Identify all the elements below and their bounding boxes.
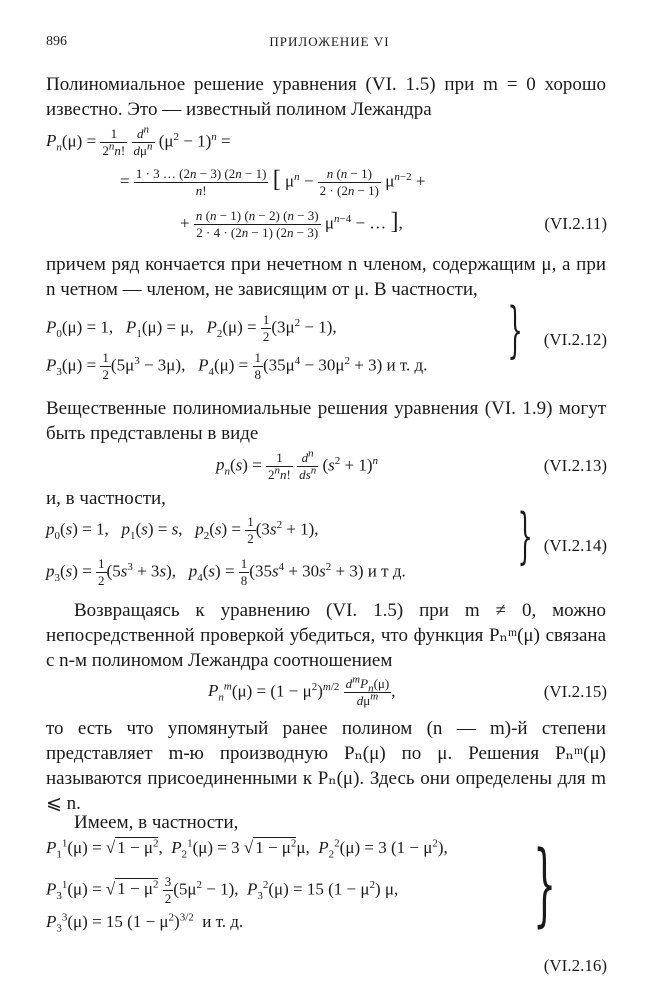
equation-14-etc: и т д. (367, 561, 406, 581)
equation-15: $P_n^m(\mu) = (1 - \mu^2)^{m/2}$ $\frac{d^mP_n(\mu)}{d\mu^m}$ , (208, 673, 396, 708)
running-head: ПРИЛОЖЕНИЕ VI (269, 34, 390, 49)
equation-16-etc: и т. д. (202, 912, 244, 931)
paragraph-7: Имеем, в частности, (74, 812, 239, 833)
equation-12-line-2: $P_3(\mu)$ = $\frac{1}{2}$ $(5\mu^3 - 3\mu)$, $P_4(\mu)$ = $\frac{1}{8}$ $(35\mu^4 - 30\mu^2 + 3)$ и т. д. (46, 350, 428, 382)
paragraph-3: Вещественные полиномиальные решения уравнения (VI. 1.9) могут быть представлены в виде (46, 398, 606, 444)
paragraph-5: Возвращаясь к уравнению (VI. 1.5) при m ≠ 0, можно непосредственной проверкой убедиться, что функция Pₙᵐ(μ) связана с n-м полиномом Лежандра соотношением (46, 600, 606, 671)
equation-11-number: (VI.2.11) (544, 214, 607, 233)
equation-12-etc: и т. д. (386, 355, 428, 375)
equation-12-brace: } (507, 295, 523, 365)
equation-14-brace: } (517, 501, 533, 571)
paragraph-4: и, в частности, (46, 488, 166, 509)
equation-16-line-1: $P_1^1(\mu)$ = √ $1 - \mu^2$, $P_2^1(\mu) = 3$ √ $1 - \mu^2\mu$, $P_2^2(\mu) = 3$ $(1 - \mu^2)$, (46, 837, 448, 861)
paragraph-2: причем ряд кончается при нечетном n членом, содержащим μ, а при n четном — членом, не зависящим от μ. В частности, (46, 254, 606, 300)
equation-11-line-3: + $\frac{n (n - 1) (n - 2) (n - 3)}{2 \cdot 4 \cdot (2n - 1) (2n - 3)}$ $\mu^{n-4}$ − … ], (180, 208, 403, 240)
equation-14-number: (VI.2.14) (543, 536, 607, 555)
equation-11-line-2: = $\frac{1 \cdot 3 \dots (2n - 3) (2n - 1)}{n!}$ [ $\mu^n$ − $\frac{n (n - 1)}{2 \cdot (2n - 1)}$ $\mu^{n-2}$ + (120, 166, 426, 198)
equation-14-line-2: $p_3(s)$ = $\frac{1}{2}$ $(5s^3 + 3s)$, $p_4(s)$ = $\frac{1}{8}$ $(35s^4 + 30s^2 + 3)$ и т д. (46, 556, 406, 588)
page-number: 896 (46, 34, 67, 49)
equation-12-number: (VI.2.12) (543, 330, 607, 349)
equation-14-line-1: $p_0(s) = 1$, $p_1(s) = s$, $p_2(s)$ = $\frac{1}{2}$ $(3s^2 + 1)$, (46, 514, 319, 546)
equation-16-number: (VI.2.16) (543, 956, 607, 975)
paragraph-6: то есть что упомянутый ранее полином (n — m)-й степени представляет m-ю производную Pₙ(μ) по μ. Решения Pₙᵐ(μ) называются присоединенными к Pₙ(μ). Здесь они определены для m ⩽ n. (46, 718, 606, 814)
equation-13-number: (VI.2.13) (543, 456, 607, 475)
equation-15-number: (VI.2.15) (543, 682, 607, 701)
equation-16-line-2: $P_3^1(\mu)$ = √ $1 - \mu^2$ $\frac{3}{2}$ $(5\mu^2 - 1)$, $P_3^2(\mu) = 15$ $(1 - \mu^2)$ μ, (46, 874, 399, 906)
equation-13: $p_n(s)$ = $\frac{1}{2^nn!}$ $\frac{d^n}{ds^n}$ $(s^2 + 1)^n$ (216, 447, 378, 482)
equation-16-line-3: $P_3^3(\mu) = 15$ $(1 - \mu^2)^{3/2}$ и т. д. (46, 911, 244, 935)
equation-12-line-1: $P_0(\mu) = 1$, $P_1(\mu) = \mu$, $P_2(\mu)$ = $\frac{1}{2}$ $(3\mu^2 - 1)$, (46, 312, 337, 344)
equation-16-brace: } (533, 832, 557, 937)
equation-11-line-1: $P_n(\mu)$ = $\frac{1}{2^nn!}$ $\frac{d^n}{d\mu^n}$ $(\mu^2 - 1)^n$ = (46, 123, 231, 158)
paragraph-1: Полиномиальное решение уравнения (VI. 1.5) при m = 0 хорошо известно. Это — известный полином Лежандра (46, 74, 606, 120)
